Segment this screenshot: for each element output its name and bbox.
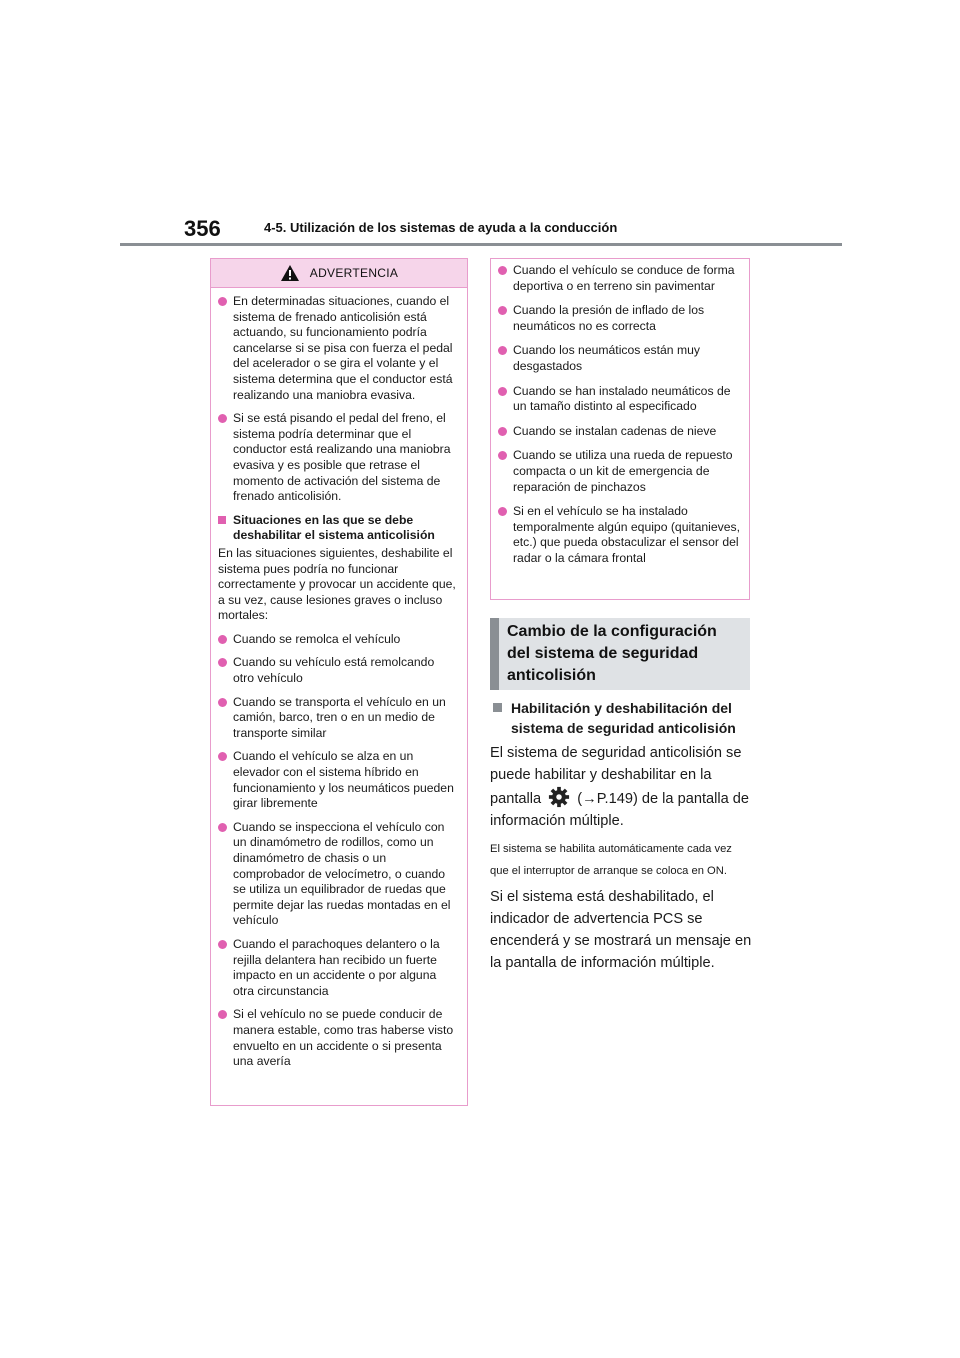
square-bullet <box>218 516 226 524</box>
warning-triangle-icon <box>280 264 300 282</box>
config-paragraph-2: Si el sistema está deshabilitado, el indicador de advertencia PCS se encenderá y se mostrará un mensaje en la pantalla de información múltiple. <box>490 889 752 971</box>
list-item: Cuando su vehículo está remolcando otro vehículo <box>217 655 457 686</box>
warning-header <box>211 259 467 288</box>
config-paragraph-1: El sistema de seguridad anticolisión se puede habilitar y deshabilitar en la pantalla (→P.149) de la pantalla de información múltiple. <box>490 745 749 829</box>
bullet-dot <box>498 387 507 396</box>
list-item: En determinadas situaciones, cuando el sistema de frenado anticolisión está actuando, su funcionamiento podría cancelarse si se pisa con fuerza el pedal del acelerador o se gira el volante y el sistema determina que el conductor está realizando una maniobra evasiva. <box>217 294 457 403</box>
list-item: Cuando se remolca el vehículo <box>217 632 457 648</box>
gear-icon <box>548 786 570 808</box>
list-item: Si en el vehículo se ha instalado temporalmente algún equipo (quitanieves, etc.) que pueda obstaculizar el sensor del radar o la cámara frontal <box>497 504 741 566</box>
list-item: Cuando se han instalado neumáticos de un tamaño distinto al especificado <box>497 384 741 415</box>
warning-body <box>211 288 467 1070</box>
list-item: Cuando los neumáticos están muy desgastados <box>497 343 741 374</box>
bullet-dot <box>218 823 227 832</box>
list-item: Cuando el parachoques delantero o la rejilla delantera han recibido un fuerte impacto en un accidente o por alguna otra circunstancia <box>217 937 457 999</box>
warning-subheading: Situaciones en las que se debe deshabilitar el sistema anticolisión <box>217 513 457 544</box>
list-item: Cuando se instalan cadenas de nieve <box>497 424 741 440</box>
bullet-dot <box>218 752 227 761</box>
section-title: 4-5. Utilización de los sistemas de ayuda a la conducción <box>264 220 618 235</box>
page-header <box>120 212 842 246</box>
square-bullet <box>493 703 502 712</box>
header-rule <box>120 243 842 246</box>
bullet-dot <box>498 451 507 460</box>
list-item: Cuando el vehículo se alza en un elevador con el sistema híbrido en funcionamiento y los neumáticos pueden girar libremente <box>217 749 457 811</box>
bullet-dot <box>218 1010 227 1019</box>
bullet-dot <box>218 414 227 423</box>
bullet-dot <box>218 635 227 644</box>
warning-intro: En las situaciones siguientes, deshabilite el sistema pues podría no funcionar correctamente y provocar un accidente que, a su vez, cause lesiones graves o incluso mortales: <box>218 545 456 623</box>
config-section-body <box>490 698 752 980</box>
page-number: 356 <box>184 216 221 241</box>
bullet-dot <box>218 940 227 949</box>
list-item: Cuando el vehículo se conduce de forma deportiva o en terreno sin pavimentar <box>497 263 741 294</box>
bullet-dot <box>498 306 507 315</box>
bullet-dot <box>498 427 507 436</box>
bullet-dot <box>498 266 507 275</box>
config-subheading: Habilitación y deshabilitación del sistema de seguridad anticolisión <box>490 698 752 738</box>
config-section-heading: Cambio de la configuración del sistema de seguridad anticolisión <box>490 618 750 690</box>
bullet-dot <box>218 297 227 306</box>
bullet-dot <box>498 346 507 355</box>
list-item: Si el vehículo no se puede conducir de manera estable, como tras haberse visto envuelto en un accidente o si presenta una avería <box>217 1007 457 1069</box>
config-note: El sistema se habilita automáticamente cada vez que el interruptor de arranque se coloca en ON. <box>490 843 732 877</box>
list-item: Cuando se inspecciona el vehículo con un dinamómetro de rodillos, como un dinamómetro de chasis o un comprobador de velocímetro, o cuando se utiliza un equilibrador de ruedas que permite dejar las ruedas montadas en el vehículo <box>217 820 457 929</box>
bullet-dot <box>498 507 507 516</box>
warning-box <box>210 258 468 1106</box>
bullet-dot <box>218 658 227 667</box>
bullet-dot <box>218 698 227 707</box>
warning-title: ADVERTENCIA <box>309 266 399 280</box>
list-item: Cuando se transporta el vehículo en un camión, barco, tren o en un medio de transporte similar <box>217 695 457 742</box>
list-item: Si se está pisando el pedal del freno, el sistema podría determinar que el conductor está realizando una maniobra evasiva y es posible que retrase el momento de activación del sistema de frenado anticolisión. <box>217 411 457 505</box>
warning-continued-box <box>490 258 750 600</box>
list-item: Cuando la presión de inflado de los neumáticos no es correcta <box>497 303 741 334</box>
list-item: Cuando se utiliza una rueda de repuesto compacta o un kit de emergencia de reparación de pinchazos <box>497 448 741 495</box>
